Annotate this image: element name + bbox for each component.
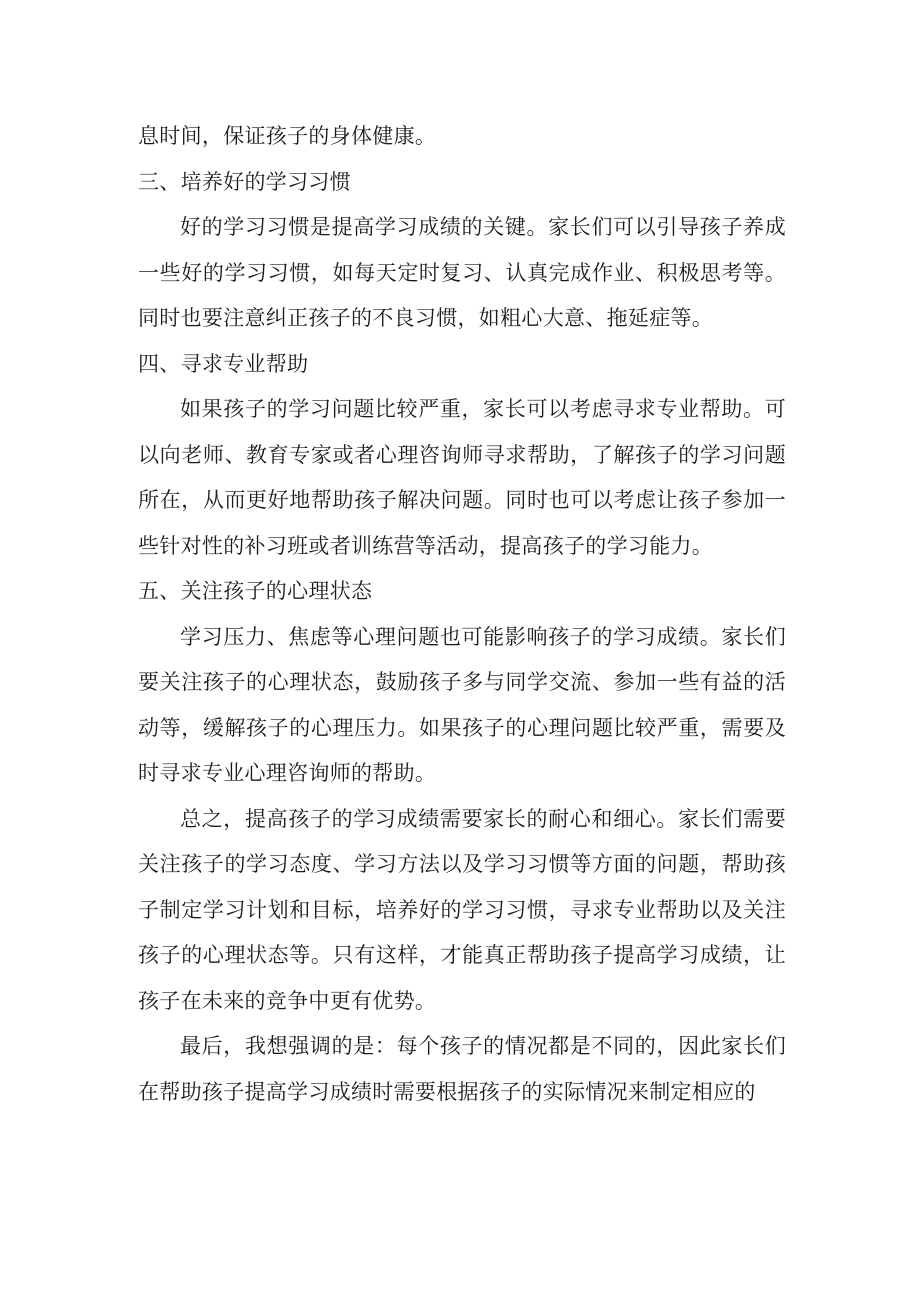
closing-paragraph: 最后，我想强调的是：每个孩子的情况都是不同的，因此家长们在帮助孩子提高学习成绩时需要根据孩子的实际情况来制定相应的 [138, 1034, 786, 1104]
section-4-paragraph: 如果孩子的学习问题比较严重，家长可以考虑寻求专业帮助。可以向老师、教育专家或者心理咨询师寻求帮助，了解孩子的学习问题所在，从而更好地帮助孩子解决问题。同时也可以考虑让孩子参加一些针对性的补习班或者训练营等活动，提高孩子的学习能力。 [138, 397, 786, 558]
section-3-heading: 三、培养好的学习习惯 [138, 169, 351, 194]
summary-paragraph: 总之，提高孩子的学习成绩需要家长的耐心和细心。家长们需要关注孩子的学习态度、学习方法以及学习习惯等方面的问题，帮助孩子制定学习计划和目标，培养好的学习习惯，寻求专业帮助以及关注孩子的心理状态等。只有这样，才能真正帮助孩子提高学习成绩，让孩子在未来的竞争中更有优势。 [138, 806, 786, 1013]
section-4-heading: 四、寻求专业帮助 [138, 351, 309, 376]
section-5-paragraph: 学习压力、焦虑等心理问题也可能影响孩子的学习成绩。家长们要关注孩子的心理状态，鼓励孩子多与同学交流、参加一些有益的活动等，缓解孩子的心理压力。如果孩子的心理问题比较严重，需要及时寻求专业心理咨询师的帮助。 [138, 624, 786, 785]
section-5-heading: 五、关注孩子的心理状态 [138, 579, 373, 603]
continuation-text: 息时间，保证孩子的身体健康。 [138, 124, 437, 148]
section-3-paragraph: 好的学习习惯是提高学习成绩的关键。家长们可以引导孩子养成一些好的学习习惯，如每天定时复习、认真完成作业、积极思考等。同时也要注意纠正孩子的不良习惯，如粗心大意、拖延症等。 [138, 215, 786, 330]
document-body [138, 114, 786, 1115]
